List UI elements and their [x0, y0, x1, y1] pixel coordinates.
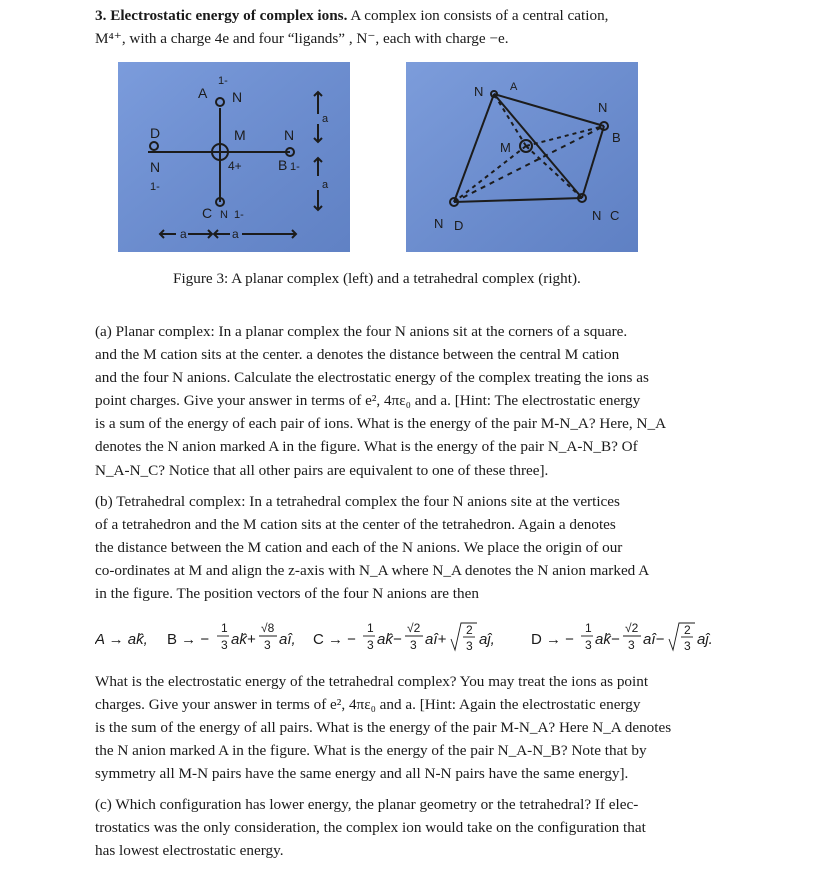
part-b-after-line: symmetry all M-N pairs have the same energy and all N-N pairs have the same energy]. [95, 765, 629, 783]
eq-d-num2: √2 [625, 621, 639, 635]
eq-d-sqrt-num: 2 [684, 623, 691, 637]
part-b-after [95, 670, 719, 785]
label-a-vert-1: a [322, 113, 329, 125]
part-a [95, 320, 719, 482]
part-b [95, 490, 719, 605]
label-d: D [150, 125, 161, 141]
part-c-line: trostatics was the only consideration, the complex ion would take on the configuration that [95, 819, 646, 837]
eq-c-num: 1 [367, 621, 374, 635]
eq-b-end: aî, [279, 631, 296, 648]
label-minus-c: 1- [234, 209, 244, 221]
label-n-top: N [232, 89, 243, 105]
part-a-line: N_A-N_C? Notice that all other pairs are equivalent to one of these three]. [95, 461, 549, 479]
problem-header [95, 4, 719, 50]
label-n-c: N [592, 208, 602, 223]
eq-d-num: 1 [585, 621, 592, 635]
part-c [95, 793, 719, 862]
part-a-line: and the four N anions. Calculate the electrostatic energy of the complex treating the ions as [95, 369, 649, 387]
eq-c-sqrt-den: 3 [466, 639, 473, 653]
part-b-line: co-ordinates at M and align the z-axis with N_A where N_A denotes the N anion marked A [95, 562, 650, 580]
label-d: D [454, 218, 464, 233]
label-n-right: N [284, 127, 295, 143]
problem-intro-2: M⁴⁺, with a charge 4e and four “ligands” , N⁻, each with charge −e. [95, 30, 509, 48]
eq-b-prefix: B → − [167, 631, 210, 648]
figure-caption: Figure 3: A planar complex (left) and a tetrahedral complex (right). [173, 270, 581, 287]
label-minus-b: 1- [290, 161, 300, 173]
part-a-line: point charges. Give your answer in terms of e², 4πε₀ and a. [Hint: The electrostatic energy [95, 392, 641, 410]
eq-b-num: 1 [221, 621, 228, 635]
part-c-line: has lowest electrostatic energy. [95, 842, 284, 860]
label-c: C [610, 208, 620, 223]
label-m: M [500, 140, 511, 155]
eq-c-end: aĵ, [479, 631, 495, 648]
problem-title: Electrostatic energy of complex ions. [110, 7, 348, 24]
eq-d-mid2: aî− [643, 631, 665, 648]
label-minus-d: 1- [150, 181, 160, 193]
eq-b-den: 3 [221, 638, 228, 652]
label-a-arrow-2: a [232, 227, 239, 241]
label-m: M [234, 127, 246, 143]
problem-intro-1: A complex ion consists of a central cation, [350, 7, 609, 24]
eq-b-mid: ak̂+ [231, 631, 256, 648]
label-b: B [278, 157, 288, 173]
part-a-line: (a) Planar complex: In a planar complex the four N anions sit at the corners of a square. [95, 323, 628, 340]
label-n-d: N [434, 216, 444, 231]
eq-d-den: 3 [585, 638, 592, 652]
part-b-after-line: What is the electrostatic energy of the tetrahedral complex? You may treat the ions as point [95, 673, 649, 690]
eq-a: A → ak̂, [95, 631, 148, 648]
problem-number: 3. [95, 7, 107, 24]
part-c-line: (c) Which configuration has lower energy, the planar geometry or the tetrahedral? If elec- [95, 796, 639, 813]
eq-c-num2: √2 [407, 621, 421, 635]
planar-complex-photo [118, 62, 350, 252]
label-a-vert-2: a [322, 179, 329, 191]
eq-c-prefix: C → − [313, 631, 356, 648]
part-b-after-line: charges. Give your answer in terms of e², 4πε₀ and a. [Hint: Again the electrostatic energy [95, 696, 641, 714]
eq-d-prefix: D → − [531, 631, 574, 648]
problem-title-line [95, 4, 719, 27]
part-a-line: is a sum of the energy of each pair of ions. What is the energy of the pair M-N_A? Here, N_A [95, 415, 667, 433]
part-b-after-line: the N anion marked A in the figure. What is the energy of the pair N_A-N_B? Note that by [95, 742, 647, 760]
eq-c-den: 3 [367, 638, 374, 652]
label-minus-top: 1- [218, 75, 228, 87]
part-b-after-line: is the sum of the energy of all pairs. What is the energy of the pair M-N_A? Here N_A denotes [95, 719, 672, 737]
eq-b-den2: 3 [264, 638, 271, 652]
eq-d-sqrt-den: 3 [684, 639, 691, 653]
eq-b-num2: √8 [261, 621, 275, 635]
tetrahedral-complex-photo [406, 62, 638, 252]
label-n-a: N [474, 84, 484, 99]
label-a-arrow-1: a [180, 227, 187, 241]
eq-d-end: aĵ. [697, 631, 713, 648]
label-4plus: 4+ [228, 159, 242, 173]
position-vectors-equation [95, 619, 735, 657]
label-a: A [510, 81, 518, 93]
label-n-b: N [598, 100, 608, 115]
eq-d-sqrt-sign [669, 623, 695, 650]
label-n-c: N [220, 209, 228, 221]
eq-c-mid: ak̂− [377, 631, 402, 648]
label-c: C [202, 205, 213, 221]
eq-d-mid: ak̂− [595, 631, 620, 648]
label-a-top: A [198, 85, 208, 101]
equation-svg [95, 619, 735, 657]
part-b-line: of a tetrahedron and the M cation sits at the center of the tetrahedron. Again a denotes [95, 516, 616, 534]
part-b-line: (b) Tetrahedral complex: In a tetrahedral complex the four N anions site at the vertices [95, 493, 620, 510]
part-b-line: the distance between the M cation and each of the N anions. We place the origin of our [95, 539, 623, 557]
part-a-line: and the M cation sits at the center. a denotes the distance between the central M cation [95, 346, 620, 364]
label-b: B [612, 130, 621, 145]
eq-c-sqrt-sign [451, 623, 477, 650]
part-b-line: in the figure. The position vectors of the four N anions are then [95, 585, 479, 603]
label-n-d: N [150, 159, 161, 175]
eq-c-den2: 3 [410, 638, 417, 652]
part-a-line: denotes the N anion marked A in the figure. What is the energy of the pair N_A-N_B? Of [95, 438, 638, 456]
eq-c-sqrt-num: 2 [466, 623, 473, 637]
eq-c-mid2: aî+ [425, 631, 447, 648]
eq-d-den2: 3 [628, 638, 635, 652]
